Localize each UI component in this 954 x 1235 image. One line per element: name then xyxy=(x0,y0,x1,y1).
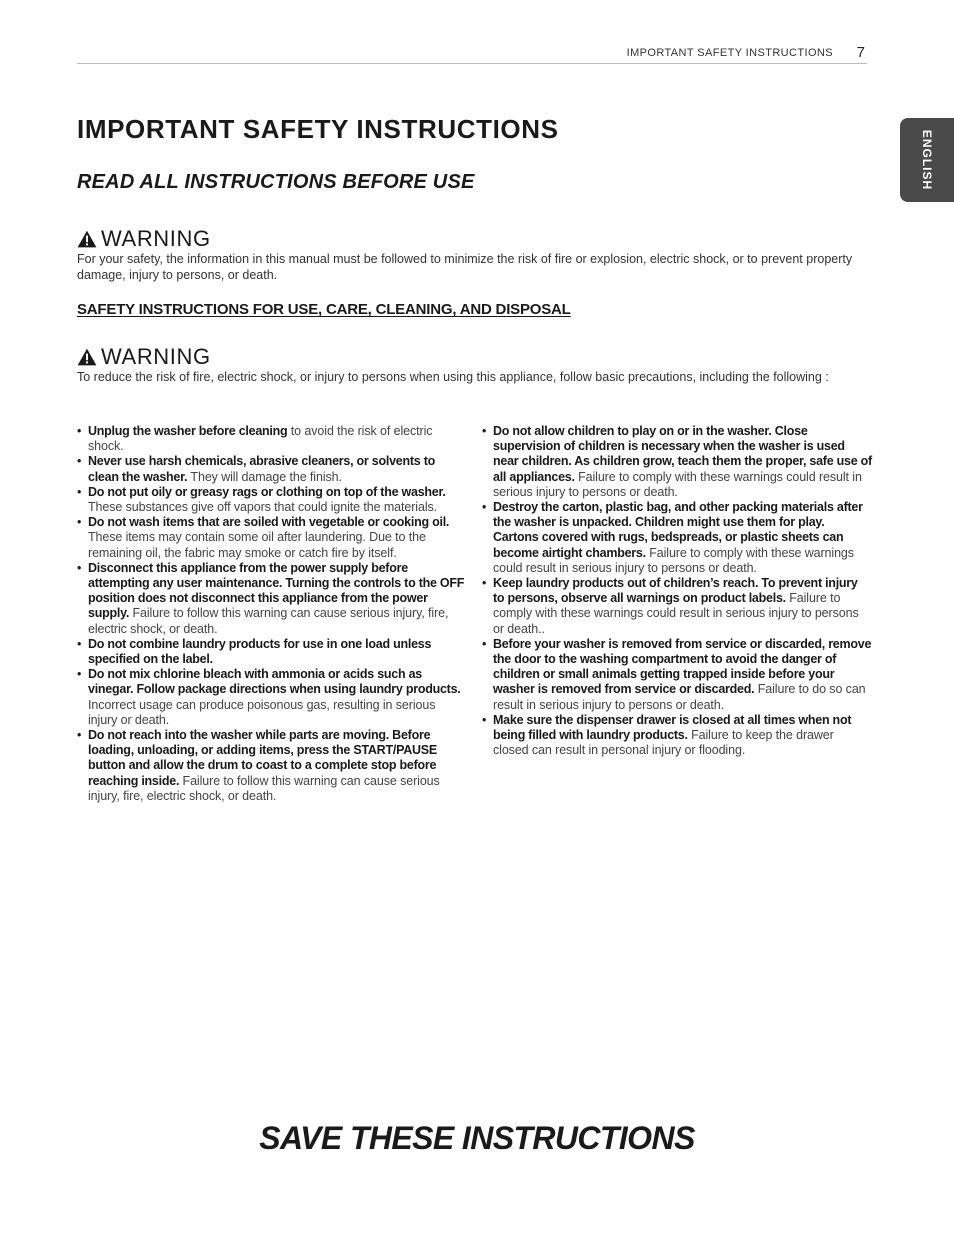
list-item: • Do not put oily or greasy rags or clothing on top of the washer. These substances give off vapors that could ignite the materials. xyxy=(77,485,467,515)
page-number: 7 xyxy=(856,44,865,61)
section-heading: SAFETY INSTRUCTIONS FOR USE, CARE, CLEANING, AND DISPOSAL xyxy=(77,301,571,318)
subtitle: READ ALL INSTRUCTIONS BEFORE USE xyxy=(77,171,475,193)
list-item: • Do not allow children to play on or in the washer. Close supervision of children is necessary when the washer is used near children. As children grow, teach them the proper, safe use of all appliances. Failure to comply with these warnings could result in serious injury to persons or death. xyxy=(482,424,872,500)
save-instructions-banner: SAVE THESE INSTRUCTIONS xyxy=(259,1120,695,1156)
list-item: • Do not combine laundry products for use in one load unless specified on the label. xyxy=(77,637,467,667)
warning-triangle-icon xyxy=(77,348,97,366)
list-item: • Make sure the dispenser drawer is closed at all times when not being filled with laundry products. Failure to keep the drawer closed can result in personal injury or flooding. xyxy=(482,713,872,759)
running-header xyxy=(77,46,867,64)
language-tab xyxy=(900,118,954,202)
warning-heading-1 xyxy=(77,226,211,252)
running-title: IMPORTANT SAFETY INSTRUCTIONS xyxy=(626,47,833,59)
warning-text-2: To reduce the risk of fire, electric shock, or injury to persons when using this appliance, follow basic precautions, including the following : xyxy=(77,370,829,384)
left-instruction-list xyxy=(77,424,467,804)
warning-text-1: For your safety, the information in this manual must be followed to minimize the risk of fire or explosion, electric shock, or to prevent property damage, injury to persons, or death. xyxy=(77,252,853,282)
warning-triangle-icon xyxy=(77,230,97,248)
list-item: • Keep laundry products out of children’s reach. To prevent injury to persons, observe all warnings on product labels. Failure to comply with these warnings could result in serious injury to persons or death.. xyxy=(482,576,872,637)
list-item: • Never use harsh chemicals, abrasive cleaners, or solvents to clean the washer. They will damage the finish. xyxy=(77,454,467,484)
list-item: • Unplug the washer before cleaning to avoid the risk of electric shock. xyxy=(77,424,467,454)
warning-label-2: WARNING xyxy=(101,344,211,369)
list-item: • Before your washer is removed from service or discarded, remove the door to the washing compartment to avoid the danger of children or small animals getting trapped inside before your washer is removed from service or discarded. Failure to do so can result in serious injury to persons or death. xyxy=(482,637,872,713)
list-item: • Destroy the carton, plastic bag, and other packing materials after the washer is unpacked. Children might use them for play. Cartons covered with rugs, bedspreads, or plastic sheets can become airtight chambers. Failure to comply with these warnings could result in serious injury to persons or death. xyxy=(482,500,872,576)
list-item: • Do not reach into the washer while parts are moving. Before loading, unloading, or adding items, press the START/PAUSE button and allow the drum to coast to a complete stop before reaching inside. Failure to follow this warning can cause serious injury, fire, electric shock, or death. xyxy=(77,728,467,804)
list-item: • Disconnect this appliance from the power supply before attempting any user maintenance. Turning the controls to the OFF position does not disconnect this appliance from the power supply. Failure to follow this warning can cause serious injury, fire, electric shock, or death. xyxy=(77,561,467,637)
list-item: • Do not mix chlorine bleach with ammonia or acids such as vinegar. Follow package directions when using laundry products. Incorrect usage can produce poisonous gas, resulting in serious injury or death. xyxy=(77,667,467,728)
language-tab-label: ENGLISH xyxy=(920,129,934,191)
warning-label-1: WARNING xyxy=(101,226,211,251)
right-instruction-list xyxy=(482,424,872,758)
list-item: • Do not wash items that are soiled with vegetable or cooking oil. These items may contain some oil after laundering. Due to the remaining oil, the fabric may smoke or catch fire by itself. xyxy=(77,515,467,561)
page-title: IMPORTANT SAFETY INSTRUCTIONS xyxy=(77,114,559,144)
warning-heading-2 xyxy=(77,344,211,370)
